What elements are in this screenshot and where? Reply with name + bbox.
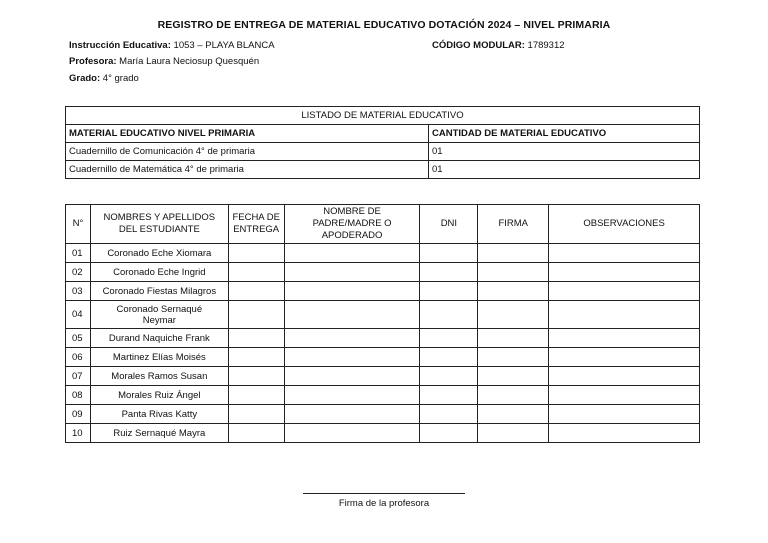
parent-cell (284, 244, 420, 263)
parent-cell (284, 386, 420, 405)
student-number: 10 (66, 424, 91, 443)
student-name: Coronado Eche Xiomara (90, 244, 228, 263)
document-title: REGISTRO DE ENTREGA DE MATERIAL EDUCATIVO DOTACIÓN 2024 – NIVEL PRIMARIA (157, 19, 611, 31)
student-number: 01 (66, 244, 91, 263)
date-column-header: FECHA DE ENTREGA (228, 205, 284, 244)
observations-cell (549, 263, 700, 282)
signature-cell (478, 424, 549, 443)
observations-cell (549, 301, 700, 329)
material-quantity: 01 (429, 161, 700, 179)
teacher-label: Profesora: (69, 56, 117, 67)
signature-label: Firma de la profesora (338, 498, 430, 509)
table-row (66, 348, 700, 367)
student-name: Coronado Fiestas Milagros (90, 282, 228, 301)
signature-column-header: FIRMA (478, 205, 549, 244)
observations-cell (549, 405, 700, 424)
student-number: 03 (66, 282, 91, 301)
student-name: Durand Naquiche Frank (90, 329, 228, 348)
table-row (66, 329, 700, 348)
observations-cell (549, 329, 700, 348)
student-name: Martinez Elías Moisés (90, 348, 228, 367)
signature-cell (478, 405, 549, 424)
dni-cell (420, 263, 478, 282)
student-number: 05 (66, 329, 91, 348)
dni-cell (420, 405, 478, 424)
student-name: Panta Rivas Katty (90, 405, 228, 424)
dni-column-header: DNI (420, 205, 478, 244)
dni-cell (420, 424, 478, 443)
dni-cell (420, 386, 478, 405)
teacher-value: María Laura Neciosup Quesquén (119, 56, 260, 67)
date-cell (228, 301, 284, 329)
parent-cell (284, 367, 420, 386)
institution-value: 1053 – PLAYA BLANCA (173, 40, 275, 51)
dni-cell (420, 301, 478, 329)
signature-cell (478, 263, 549, 282)
code-info (432, 40, 565, 51)
parent-column-header: NOMBRE DE PADRE/MADRE O APODERADO (284, 205, 420, 244)
student-number: 02 (66, 263, 91, 282)
materials-table (65, 106, 700, 179)
observations-cell (549, 348, 700, 367)
date-cell (228, 424, 284, 443)
table-row (66, 367, 700, 386)
student-name: Coronado Eche Ingrid (90, 263, 228, 282)
parent-cell (284, 405, 420, 424)
num-column-header: N° (66, 205, 91, 244)
signature-cell (478, 244, 549, 263)
material-row (66, 161, 700, 179)
code-value: 1789312 (527, 40, 565, 51)
signature-line (303, 493, 465, 494)
signature-cell (478, 301, 549, 329)
grade-value: 4° grado (102, 73, 139, 84)
observations-cell (549, 386, 700, 405)
observations-cell (549, 424, 700, 443)
table-row (66, 405, 700, 424)
parent-cell (284, 301, 420, 329)
student-number: 06 (66, 348, 91, 367)
grade-label: Grado: (69, 73, 101, 84)
signature-cell (478, 282, 549, 301)
quantity-column-header: CANTIDAD DE MATERIAL EDUCATIVO (429, 125, 700, 143)
student-name: Coronado Sernaqué Neymar (90, 301, 228, 329)
date-cell (228, 386, 284, 405)
institution-info (69, 40, 275, 51)
student-number: 04 (66, 301, 91, 329)
table-row (66, 424, 700, 443)
table-row (66, 301, 700, 329)
date-cell (228, 367, 284, 386)
observations-cell (549, 244, 700, 263)
dni-cell (420, 348, 478, 367)
teacher-info (69, 56, 259, 67)
materials-header-row (66, 125, 700, 143)
grade-info (69, 73, 139, 84)
materials-caption-row (66, 107, 700, 125)
dni-cell (420, 244, 478, 263)
dni-cell (420, 329, 478, 348)
student-name: Morales Ruiz Ángel (90, 386, 228, 405)
observations-column-header: OBSERVACIONES (549, 205, 700, 244)
date-cell (228, 329, 284, 348)
observations-cell (549, 367, 700, 386)
material-column-header: MATERIAL EDUCATIVO NIVEL PRIMARIA (66, 125, 429, 143)
signature-cell (478, 348, 549, 367)
signature-cell (478, 386, 549, 405)
signature-cell (478, 367, 549, 386)
date-cell (228, 348, 284, 367)
material-quantity: 01 (429, 143, 700, 161)
date-cell (228, 282, 284, 301)
signature-cell (478, 329, 549, 348)
code-label: CÓDIGO MODULAR: (432, 40, 525, 51)
student-number: 09 (66, 405, 91, 424)
dni-cell (420, 367, 478, 386)
name-column-header: NOMBRES Y APELLIDOS DEL ESTUDIANTE (90, 205, 228, 244)
student-name: Morales Ramos Susan (90, 367, 228, 386)
date-cell (228, 405, 284, 424)
dni-cell (420, 282, 478, 301)
student-number: 08 (66, 386, 91, 405)
material-row (66, 143, 700, 161)
students-table (65, 204, 700, 443)
parent-cell (284, 424, 420, 443)
table-row (66, 386, 700, 405)
parent-cell (284, 348, 420, 367)
observations-cell (549, 282, 700, 301)
parent-cell (284, 329, 420, 348)
student-name: Ruiz Sernaqué Mayra (90, 424, 228, 443)
table-row (66, 244, 700, 263)
material-name: Cuadernillo de Comunicación 4° de primaria (66, 143, 429, 161)
table-row (66, 282, 700, 301)
date-cell (228, 263, 284, 282)
students-header-row (66, 205, 700, 244)
parent-cell (284, 263, 420, 282)
table-row (66, 263, 700, 282)
parent-cell (284, 282, 420, 301)
material-name: Cuadernillo de Matemática 4° de primaria (66, 161, 429, 179)
materials-caption: LISTADO DE MATERIAL EDUCATIVO (66, 107, 700, 125)
institution-label: Instrucción Educativa: (69, 40, 171, 51)
date-cell (228, 244, 284, 263)
student-number: 07 (66, 367, 91, 386)
